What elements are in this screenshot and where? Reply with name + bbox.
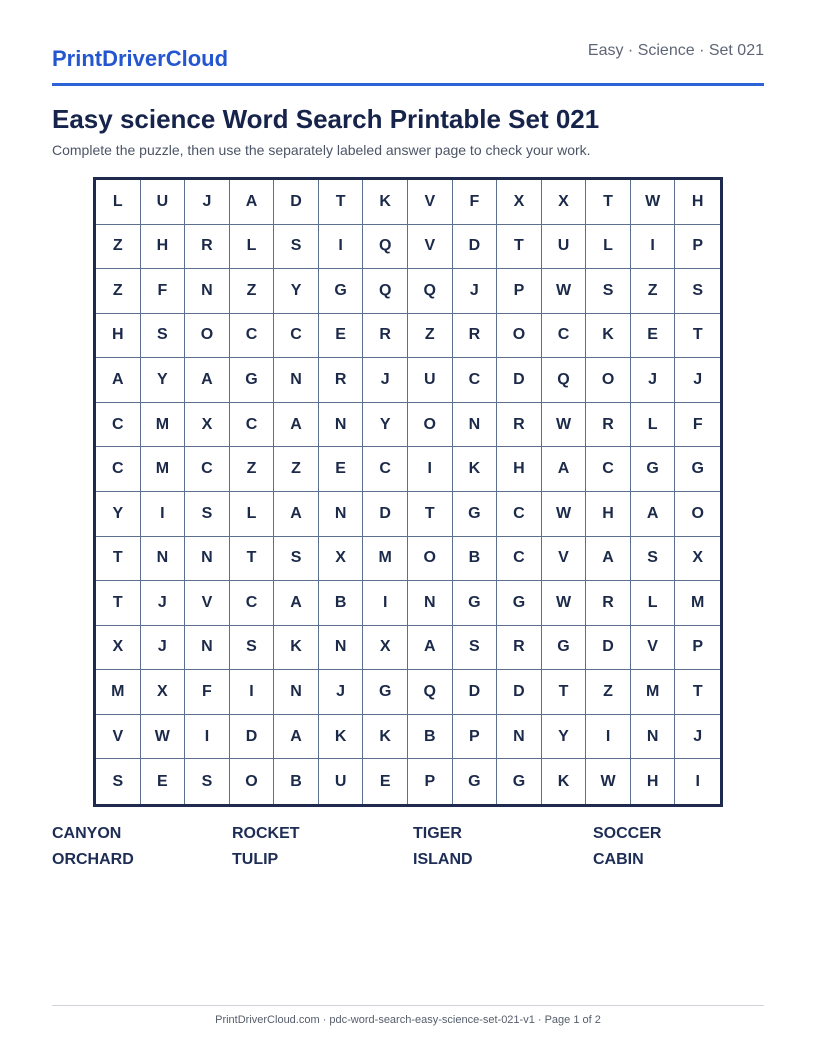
grid-cell: H: [141, 225, 186, 270]
grid-cell: T: [497, 225, 542, 270]
brand-logo[interactable]: PrintDriverCloud: [52, 46, 229, 71]
grid-cell: A: [274, 403, 319, 448]
grid-cell: G: [497, 581, 542, 626]
grid-cell: M: [363, 537, 408, 582]
grid-cell: G: [363, 670, 408, 715]
grid-cell: L: [230, 492, 275, 537]
grid-cell: B: [274, 759, 319, 804]
grid-cell: N: [497, 715, 542, 760]
grid-cell: G: [631, 447, 676, 492]
grid-cell: O: [185, 314, 230, 359]
grid-cell: P: [675, 225, 720, 270]
grid-cell: D: [586, 626, 631, 671]
grid-cell: P: [675, 626, 720, 671]
grid-cell: A: [230, 180, 275, 225]
grid-cell: H: [675, 180, 720, 225]
grid-cell: I: [319, 225, 364, 270]
grid-cell: S: [96, 759, 141, 804]
grid-cell: H: [631, 759, 676, 804]
grid-cell: I: [230, 670, 275, 715]
grid-cell: S: [141, 314, 186, 359]
grid-cell: E: [319, 447, 364, 492]
grid-cell: T: [319, 180, 364, 225]
grid-cell: C: [453, 358, 498, 403]
grid-cell: L: [230, 225, 275, 270]
grid-cell: M: [96, 670, 141, 715]
grid-cell: T: [675, 670, 720, 715]
grid-cell: I: [695, 772, 700, 790]
grid-cell: W: [542, 492, 587, 537]
grid-cell: Z: [274, 447, 319, 492]
grid-cell: B: [408, 715, 453, 760]
grid-cell: T: [675, 314, 720, 359]
grid-cell: X: [141, 670, 186, 715]
grid-cell: Z: [96, 225, 141, 270]
grid-cell: R: [586, 403, 631, 448]
grid-cell: D: [497, 670, 542, 715]
grid-cell: A: [274, 715, 319, 760]
grid-cell: K: [274, 626, 319, 671]
grid-cell: Z: [96, 269, 141, 314]
grid-cell: J: [675, 358, 720, 403]
grid-cell: S: [675, 269, 720, 314]
word-list-item: CANYON: [52, 825, 122, 842]
grid-cell: N: [274, 358, 319, 403]
grid-cell: X: [542, 180, 587, 225]
word-list-item: ROCKET: [232, 825, 300, 842]
grid-cell: Z: [230, 447, 275, 492]
grid-cell: O: [675, 492, 720, 537]
grid-cell: X: [497, 180, 542, 225]
grid-cell: X: [319, 537, 364, 582]
word-list-item: CABIN: [593, 851, 644, 868]
grid-cell: T: [96, 537, 141, 582]
grid-cell: M: [675, 581, 720, 626]
grid-cell: T: [586, 180, 631, 225]
grid-cell: E: [631, 314, 676, 359]
grid-cell: J: [141, 581, 186, 626]
grid-cell: C: [497, 537, 542, 582]
grid-cell: T: [230, 537, 275, 582]
grid-cell: U: [408, 358, 453, 403]
grid-cell: D: [453, 670, 498, 715]
grid-cell: E: [141, 759, 186, 804]
grid-cell: A: [274, 492, 319, 537]
grid-cell: K: [453, 447, 498, 492]
grid-cell: I: [631, 225, 676, 270]
grid-cell: A: [96, 358, 141, 403]
grid-cell: A: [185, 358, 230, 403]
grid-cell: V: [408, 180, 453, 225]
grid-cell: F: [185, 670, 230, 715]
grid-cell: C: [586, 447, 631, 492]
grid-cell: U: [141, 180, 186, 225]
grid-cell: M: [631, 670, 676, 715]
grid-cell: C: [185, 447, 230, 492]
grid-cell: F: [675, 403, 720, 448]
grid-cell: D: [274, 180, 319, 225]
grid-cell: M: [141, 403, 186, 448]
grid-cell: O: [408, 403, 453, 448]
grid-cell: N: [319, 403, 364, 448]
grid-cell: B: [319, 581, 364, 626]
grid-cell: T: [542, 670, 587, 715]
grid-cell: V: [631, 626, 676, 671]
grid-cell: R: [497, 626, 542, 671]
grid-cell: O: [408, 537, 453, 582]
grid-cell: S: [453, 626, 498, 671]
grid-cell: S: [274, 225, 319, 270]
grid-cell: H: [586, 492, 631, 537]
grid-cell: C: [274, 314, 319, 359]
grid-cell: I: [363, 581, 408, 626]
grid-cell: G: [319, 269, 364, 314]
grid-cell: Q: [363, 269, 408, 314]
grid-cell: W: [542, 403, 587, 448]
grid-cell: Q: [408, 269, 453, 314]
grid-cell: G: [453, 581, 498, 626]
grid-cell: D: [363, 492, 408, 537]
grid-cell: J: [363, 358, 408, 403]
grid-cell: W: [141, 715, 186, 760]
grid-cell: X: [363, 626, 408, 671]
grid-cell: Q: [363, 225, 408, 270]
grid-cell: S: [631, 537, 676, 582]
grid-cell: O: [497, 314, 542, 359]
grid-cell: C: [96, 403, 141, 448]
grid-cell: X: [185, 403, 230, 448]
grid-cell: N: [408, 581, 453, 626]
grid-cell: L: [631, 403, 676, 448]
grid-cell: Y: [141, 358, 186, 403]
word-list-item: TULIP: [232, 851, 279, 868]
grid-cell: E: [363, 759, 408, 804]
puzzle-meta: Easy · Science · Set 021: [587, 42, 764, 59]
grid-cell: N: [141, 537, 186, 582]
grid-cell: G: [497, 759, 542, 804]
grid-cell: N: [185, 537, 230, 582]
grid-cell: D: [453, 225, 498, 270]
grid-cell: A: [586, 537, 631, 582]
grid-cell: J: [141, 626, 186, 671]
grid-cell: R: [497, 403, 542, 448]
grid-cell: F: [141, 269, 186, 314]
grid-cell: N: [274, 670, 319, 715]
grid-cell: P: [453, 715, 498, 760]
page-subtitle: Complete the puzzle, then use the separately labeled answer page to check your work.: [52, 142, 591, 158]
grid-cell: V: [96, 715, 141, 760]
grid-cell: U: [542, 225, 587, 270]
grid-cell: P: [408, 759, 453, 804]
grid-cell: Z: [408, 314, 453, 359]
grid-cell: C: [230, 403, 275, 448]
grid-cell: T: [96, 581, 141, 626]
grid-cell: W: [586, 759, 631, 804]
grid-cell: U: [319, 759, 364, 804]
grid-cell: I: [185, 715, 230, 760]
grid-cell: B: [453, 537, 498, 582]
grid-cell: V: [185, 581, 230, 626]
grid-cell: N: [453, 403, 498, 448]
grid-cell: J: [453, 269, 498, 314]
grid-cell: N: [319, 626, 364, 671]
grid-cell: J: [319, 670, 364, 715]
grid-cell: I: [586, 715, 631, 760]
grid-cell: H: [497, 447, 542, 492]
grid-cell: G: [453, 492, 498, 537]
grid-cell: J: [631, 358, 676, 403]
grid-cell: I: [141, 492, 186, 537]
grid-cell: N: [185, 626, 230, 671]
grid-cell: G: [230, 358, 275, 403]
grid-cell: L: [586, 225, 631, 270]
grid-cell: N: [185, 269, 230, 314]
footer-divider: [52, 1005, 764, 1006]
grid-cell: O: [586, 358, 631, 403]
grid-cell: S: [586, 269, 631, 314]
word-list-item: SOCCER: [593, 825, 662, 842]
grid-cell: Y: [363, 403, 408, 448]
grid-cell: H: [96, 314, 141, 359]
grid-cell: J: [185, 180, 230, 225]
grid-cell: K: [363, 715, 408, 760]
grid-cell: J: [675, 715, 720, 760]
word-list: [52, 825, 772, 869]
grid-cell: K: [542, 759, 587, 804]
grid-cell: S: [274, 537, 319, 582]
page-footer: PrintDriverCloud.com · pdc-word-search-easy-science-set-021-v1 · Page 1 of 2: [215, 1014, 601, 1026]
grid-cell: Z: [230, 269, 275, 314]
grid-cell: R: [185, 225, 230, 270]
grid-cell: Y: [96, 492, 141, 537]
grid-cell: K: [319, 715, 364, 760]
grid-cell: D: [230, 715, 275, 760]
grid-cell: Z: [586, 670, 631, 715]
grid-cell: A: [274, 581, 319, 626]
grid-cell: X: [675, 537, 720, 582]
grid-cell: C: [96, 447, 141, 492]
word-list-item: ISLAND: [413, 851, 473, 868]
grid-cell: R: [363, 314, 408, 359]
grid-cell: C: [363, 447, 408, 492]
grid-cell: C: [230, 581, 275, 626]
grid-cell: X: [96, 626, 141, 671]
grid-cell: K: [363, 180, 408, 225]
word-list-item: TIGER: [413, 825, 462, 842]
grid-cell: W: [542, 269, 587, 314]
grid-cell: W: [542, 581, 587, 626]
grid-cell: O: [230, 759, 275, 804]
grid-cell: G: [453, 759, 498, 804]
grid-cell: G: [675, 447, 720, 492]
grid-cell: C: [497, 492, 542, 537]
grid-cell: Q: [408, 670, 453, 715]
grid-cell: N: [631, 715, 676, 760]
grid-cell: D: [497, 358, 542, 403]
grid-cell: Q: [542, 358, 587, 403]
grid-cell: V: [542, 537, 587, 582]
grid-cell: S: [185, 759, 230, 804]
grid-cell: C: [230, 314, 275, 359]
grid-cell: L: [96, 180, 141, 225]
grid-cell: M: [141, 447, 186, 492]
grid-cell: Y: [274, 269, 319, 314]
grid-cell: R: [586, 581, 631, 626]
word-search-grid: [93, 177, 723, 807]
grid-cell: L: [631, 581, 676, 626]
grid-cell: T: [408, 492, 453, 537]
grid-cell: K: [586, 314, 631, 359]
grid-cell: P: [497, 269, 542, 314]
page-title: Easy science Word Search Printable Set 021: [52, 104, 600, 134]
grid-cell: S: [230, 626, 275, 671]
grid-cell: G: [542, 626, 587, 671]
grid-cell: Z: [631, 269, 676, 314]
grid-cell: Y: [542, 715, 587, 760]
grid-cell: A: [631, 492, 676, 537]
grid-cell: C: [542, 314, 587, 359]
word-list-item: ORCHARD: [52, 851, 134, 868]
grid-cell: W: [631, 180, 676, 225]
grid-cell: N: [319, 492, 364, 537]
page-header: [52, 38, 764, 86]
grid-cell: A: [408, 626, 453, 671]
grid-cell: R: [319, 358, 364, 403]
grid-cell: I: [408, 447, 453, 492]
grid-cell: F: [453, 180, 498, 225]
grid-cell: A: [542, 447, 587, 492]
grid-cell: S: [185, 492, 230, 537]
grid-cell: V: [408, 225, 453, 270]
grid-cell: E: [319, 314, 364, 359]
grid-cell: R: [453, 314, 498, 359]
